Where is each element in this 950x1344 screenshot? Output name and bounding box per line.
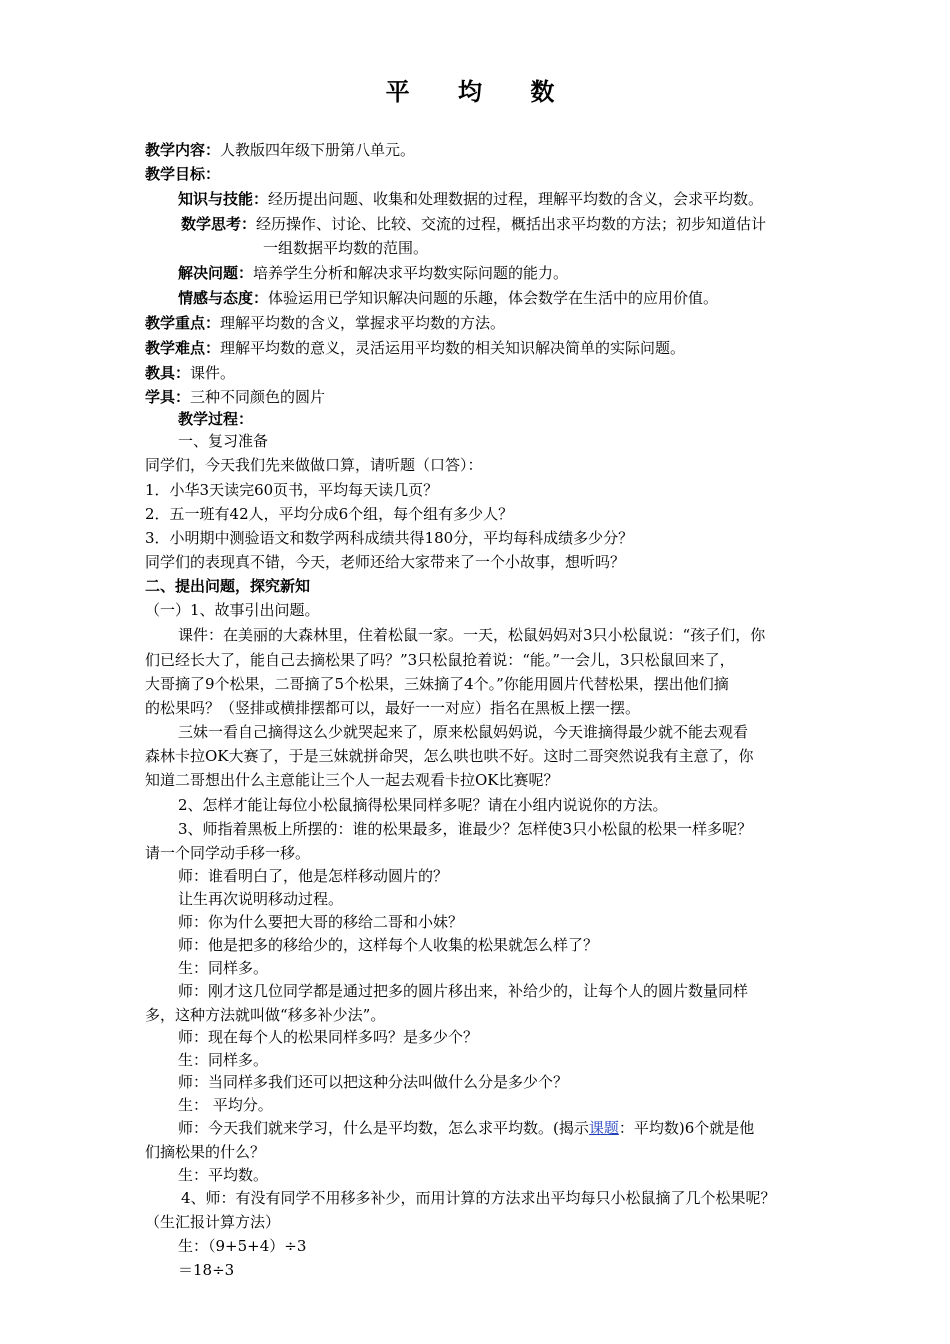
paragraph-line: 三妹一看自己摘得这么少就哭起来了，原来松鼠妈妈说，今天谁摘得最少就不能去观看 [178,723,749,741]
question-2: 2．五一班有42人，平均分成6个组，每个组有多少人？ [145,505,514,523]
dialogue-line: 们摘松果的什么？ [145,1143,266,1161]
teaching-difficulty [145,338,685,358]
paragraph-line: 的松果吗？（竖排或横排摆都可以，最好一一对应）指名在黑板上摆一摆。 [145,699,641,717]
dialogue-line [178,1118,754,1138]
goal-thinking-value-2: 一组数据平均数的范围。 [263,239,429,257]
dialogue-text: 师：今天我们就来学习，什么是平均数，怎么求平均数。(揭示 [178,1119,589,1137]
goal-thinking-value-1: 经历操作、讨论、比较、交流的过程，概括出求平均数的方法；初步知道估计 [256,215,767,233]
paragraph-line: 课件：在美丽的大森林里，住着松鼠一家。一天，松鼠妈妈对3只小松鼠说：“孩子们，你 [178,626,766,644]
section-review-heading: 一、复习准备 [178,432,269,450]
teaching-content-label: 教学内容： [145,141,221,159]
dialogue-line: 让生再次说明移动过程。 [178,890,344,908]
teaching-tools-value: 课件。 [190,364,236,382]
page-title: 平 均 数 [385,77,575,106]
student-tools-label: 学具： [145,388,191,406]
goal-knowledge-label: 知识与技能： [178,190,269,208]
teaching-key-point [145,313,505,333]
topic-link[interactable]: 课题 [588,1119,619,1137]
teaching-difficulty-label: 教学难点： [145,339,221,357]
dialogue-line: 多，这种方法就叫做“移多补少法”。 [145,1006,386,1024]
dialogue-line: 师：现在每个人的松果同样多吗？是多少个？ [178,1028,479,1046]
formula-line: ＝18÷3 [178,1261,235,1279]
teaching-key-point-label: 教学重点： [145,314,221,332]
goal-knowledge [178,189,763,209]
teaching-goals-label: 教学目标： [145,165,221,183]
dialogue-line: 师：当同样多我们还可以把这种分法叫做什么分是多少个？ [178,1073,569,1091]
teaching-tools [145,363,235,383]
goal-solve-label: 解决问题： [178,264,254,282]
dialogue-line: 生：平均数。 [178,1166,269,1184]
dialogue-text: ：平均数)6个就是他 [618,1119,755,1137]
dialogue-line: 生：同样多。 [178,1051,269,1069]
student-tools-value: 三种不同颜色的圆片 [190,388,326,406]
goal-attitude-value: 体验运用已学知识解决问题的乐趣，体会数学在生活中的应用价值。 [268,289,719,307]
question-1: 1．小华3天读完60页书，平均每天读几页？ [145,481,439,499]
dialogue-line: 师：你为什么要把大哥的移给二哥和小妹？ [178,913,464,931]
dialogue-line: 生：同样多。 [178,959,269,977]
paragraph-line: 同学们的表现真不错，今天，老师还给大家带来了一个小故事，想听吗？ [145,553,626,571]
paragraph-line: 3、师指着黑板上所摆的：谁的松果最多，谁最少？怎样使3只小松鼠的松果一样多呢？ [178,820,753,838]
teaching-key-point-value: 理解平均数的含义，掌握求平均数的方法。 [220,314,506,332]
dialogue-line: 师：谁看明白了，他是怎样移动圆片的？ [178,867,449,885]
teaching-tools-label: 教具： [145,364,191,382]
paragraph-line: 2、怎样才能让每位小松鼠摘得松果同样多呢？请在小组内说说你的方法。 [178,796,668,814]
dialogue-line: 4、师：有没有同学不用移多补少，而用计算的方法求出平均每只小松鼠摘了几个松果呢？ [181,1189,776,1207]
goal-attitude-label: 情感与态度： [178,289,269,307]
dialogue-line: 师：他是把多的移给少的，这样每个人收集的松果就怎么样了？ [178,936,599,954]
goal-thinking-label: 数学思考： [181,215,257,233]
dialogue-line: （生汇报计算方法） [145,1213,281,1231]
teaching-difficulty-value: 理解平均数的意义，灵活运用平均数的相关知识解决简单的实际问题。 [220,339,686,357]
paragraph-line: 大哥摘了9个松果，二哥摘了5个松果，三妹摘了4个。”你能用圆片代替松果，摆出他们摘 [145,675,729,693]
student-tools [145,387,325,407]
dialogue-line: 师：刚才这几位同学都是通过把多的圆片移出来，补给少的，让每个人的圆片数量同样 [178,982,749,1000]
paragraph-line: 同学们，今天我们先来做做口算，请听题（口答）： [145,456,483,474]
goal-solve-value: 培养学生分析和解决求平均数实际问题的能力。 [253,264,569,282]
formula-line: 生：（9+5+4）÷3 [178,1237,307,1255]
paragraph-line: 知道二哥想出什么主意能让三个人一起去观看卡拉OK比赛呢？ [145,771,559,789]
paragraph-line: 们已经长大了，能自己去摘松果了吗？”3只松鼠抢着说：“能。”一会儿，3只松鼠回来了， [145,651,735,669]
subsection-heading: （一）1、故事引出问题。 [145,601,320,619]
paragraph-line: 森林卡拉OK大赛了，于是三妹就拼命哭，怎么哄也哄不好。这时二哥突然说我有主意了，你 [145,747,754,765]
dialogue-line: 生： 平均分。 [178,1096,273,1114]
teaching-content [145,140,415,160]
section-new-knowledge-heading: 二、提出问题，探究新知 [145,577,311,595]
goal-knowledge-value: 经历提出问题、收集和处理数据的过程，理解平均数的含义，会求平均数。 [268,190,764,208]
goal-solve [178,263,568,283]
teaching-process-label: 教学过程： [178,410,254,428]
question-3: 3．小明期中测验语文和数学两科成绩共得180分，平均每科成绩多少分？ [145,529,634,547]
goal-thinking [181,214,766,234]
goal-attitude [178,288,718,308]
teaching-content-value: 人教版四年级下册第八单元。 [220,141,416,159]
paragraph-line: 请一个同学动手移一移。 [145,844,311,862]
